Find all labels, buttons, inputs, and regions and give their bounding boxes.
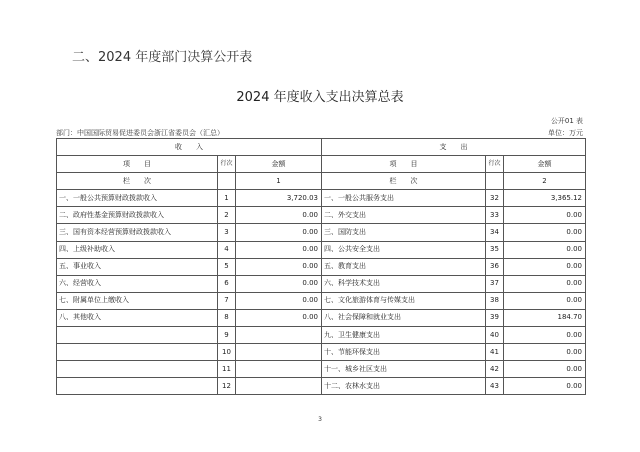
expense-line-cell: 42	[486, 361, 504, 378]
expense-amount-cell: 0.00	[504, 378, 586, 395]
department-label: 部门：中国国际贸易促进委员会浙江省委员会（汇总）	[56, 129, 224, 137]
table-row	[57, 292, 586, 309]
income-line-cell: 5	[218, 258, 236, 275]
expense-item-cell: 九、卫生健康支出	[322, 327, 486, 344]
expense-amount-cell: 0.00	[504, 361, 586, 378]
income-item-cell: 五、事业收入	[57, 258, 218, 275]
income-line-cell: 3	[218, 224, 236, 241]
income-amount-cell: 0.00	[236, 224, 322, 241]
income-item-cell: 三、国有资本经营预算财政拨款收入	[57, 224, 218, 241]
income-amount-cell: 0.00	[236, 258, 322, 275]
income-amount-header: 金额	[236, 156, 322, 173]
income-line-cell: 10	[218, 344, 236, 361]
expense-item-cell: 三、国防支出	[322, 224, 486, 241]
expense-item-cell: 七、文化旅游体育与传媒支出	[322, 292, 486, 309]
income-line-cell: 7	[218, 292, 236, 309]
income-item-cell	[57, 344, 218, 361]
expense-item-cell: 十一、城乡社区支出	[322, 361, 486, 378]
page-number: 3	[318, 416, 322, 423]
form-number: 公开01 表	[550, 117, 583, 125]
expense-line-cell: 41	[486, 344, 504, 361]
expense-amount-cell: 0.00	[504, 344, 586, 361]
expense-item-cell: 六、科学技术支出	[322, 275, 486, 292]
income-item-cell: 一、一般公共预算财政拨款收入	[57, 190, 218, 207]
expense-line-cell: 40	[486, 327, 504, 344]
table-row	[57, 241, 586, 258]
table-row	[57, 190, 586, 207]
expense-line-cell: 32	[486, 190, 504, 207]
table-row	[57, 361, 586, 378]
income-line-cell: 6	[218, 275, 236, 292]
expense-item-cell: 四、公共安全支出	[322, 241, 486, 258]
expense-amount-cell: 0.00	[504, 292, 586, 309]
income-line-cell: 12	[218, 378, 236, 395]
table-header-row-3	[57, 173, 586, 190]
expense-item-cell: 二、外交支出	[322, 207, 486, 224]
income-line-blank	[218, 173, 236, 190]
expense-item-cell: 五、教育支出	[322, 258, 486, 275]
income-expense-table	[56, 138, 586, 395]
expense-amount-cell: 184.70	[504, 309, 586, 326]
expense-item-header: 项 目	[322, 156, 486, 173]
income-item-header: 项 目	[57, 156, 218, 173]
income-amount-cell	[236, 378, 322, 395]
expense-item-cell: 一、一般公共服务支出	[322, 190, 486, 207]
income-amount-cell	[236, 361, 322, 378]
expense-header: 支 出	[322, 139, 586, 156]
expense-line-header: 行次	[486, 156, 504, 173]
expense-line-cell: 35	[486, 241, 504, 258]
expense-item-cell: 十、节能环保支出	[322, 344, 486, 361]
income-line-cell: 11	[218, 361, 236, 378]
income-amount-cell	[236, 344, 322, 361]
expense-amount-cell: 0.00	[504, 275, 586, 292]
table-row	[57, 309, 586, 326]
income-item-cell: 四、上级补助收入	[57, 241, 218, 258]
expense-line-blank	[486, 173, 504, 190]
income-item-cell: 二、政府性基金预算财政拨款收入	[57, 207, 218, 224]
table-title: 2024 年度收入支出决算总表	[236, 90, 404, 105]
expense-amount-cell: 0.00	[504, 258, 586, 275]
income-line-header: 行次	[218, 156, 236, 173]
expense-line-cell: 37	[486, 275, 504, 292]
income-item-cell: 六、经营收入	[57, 275, 218, 292]
expense-amount-cell: 0.00	[504, 241, 586, 258]
income-amount-cell: 0.00	[236, 292, 322, 309]
unit-label: 单位：万元	[548, 129, 583, 137]
table-row	[57, 207, 586, 224]
expense-amount-cell: 0.00	[504, 224, 586, 241]
income-amount-cell: 0.00	[236, 275, 322, 292]
table-row	[57, 224, 586, 241]
table-row	[57, 344, 586, 361]
expense-item-cell: 十二、农林水支出	[322, 378, 486, 395]
income-line-cell: 1	[218, 190, 236, 207]
expense-column-label: 栏 次	[322, 173, 486, 190]
expense-amount-cell: 0.00	[504, 207, 586, 224]
table-row	[57, 275, 586, 292]
income-item-cell: 八、其他收入	[57, 309, 218, 326]
expense-line-cell: 39	[486, 309, 504, 326]
table-header-row-2	[57, 156, 586, 173]
income-column-label: 栏 次	[57, 173, 218, 190]
expense-line-cell: 34	[486, 224, 504, 241]
table-row	[57, 378, 586, 395]
expense-line-cell: 36	[486, 258, 504, 275]
income-amount-cell: 0.00	[236, 241, 322, 258]
section-heading: 二、2024 年度部门决算公开表	[72, 50, 253, 65]
expense-amount-header: 金额	[504, 156, 586, 173]
income-line-cell: 4	[218, 241, 236, 258]
income-amount-cell: 3,720.03	[236, 190, 322, 207]
income-column-number: 1	[236, 173, 322, 190]
income-item-cell	[57, 327, 218, 344]
expense-column-number: 2	[504, 173, 586, 190]
table-header-row-1	[57, 139, 586, 156]
income-item-cell	[57, 378, 218, 395]
income-line-cell: 2	[218, 207, 236, 224]
income-item-cell: 七、附属单位上缴收入	[57, 292, 218, 309]
expense-line-cell: 43	[486, 378, 504, 395]
income-amount-cell: 0.00	[236, 309, 322, 326]
income-header: 收 入	[57, 139, 322, 156]
income-line-cell: 8	[218, 309, 236, 326]
expense-line-cell: 38	[486, 292, 504, 309]
income-item-cell	[57, 361, 218, 378]
table-row	[57, 258, 586, 275]
expense-item-cell: 八、社会保障和就业支出	[322, 309, 486, 326]
expense-amount-cell: 0.00	[504, 327, 586, 344]
income-line-cell: 9	[218, 327, 236, 344]
table-row	[57, 327, 586, 344]
expense-line-cell: 33	[486, 207, 504, 224]
income-amount-cell	[236, 327, 322, 344]
income-amount-cell: 0.00	[236, 207, 322, 224]
expense-amount-cell: 3,365.12	[504, 190, 586, 207]
